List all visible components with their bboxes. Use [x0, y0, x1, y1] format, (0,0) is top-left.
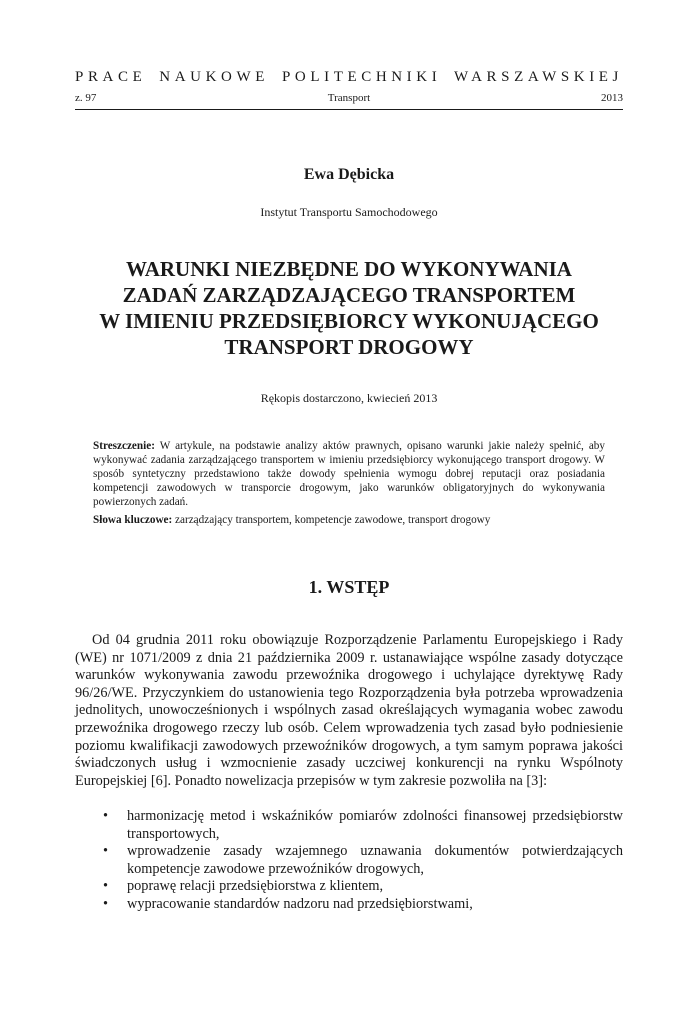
- journal-meta-row: [75, 92, 623, 110]
- list-item-text: poprawę relacji przedsiębiorstwa z klientem,: [127, 878, 384, 895]
- abstract-text: W artykule, na podstawie analizy aktów prawnych, opisano warunki jakie należy spełnić, aby wykonywać zadania zarządzającego transportem w imieniu przedsiębiorcy wykonującego transport drogowy. W sposób syntetyczny przedstawiono także dowody spełnienia wymogu dobrej reputacji oraz posiadania kompetencji zawodowych w transporcie drogowym, jako warunków obligatoryjnych do wykonywania powierzonych zadań.: [93, 440, 605, 508]
- bullet-icon: •: [103, 895, 109, 912]
- abstract-label: Streszczenie:: [93, 440, 155, 452]
- bullet-list: [75, 808, 623, 914]
- intro-paragraph: Od 04 grudnia 2011 roku obowiązuje Rozporządzenie Parlamentu Europejskiego i Rady (WE) nr 1071/2009 z dnia 21 października 2009 r. ustanawiające wspólne zasady dotyczące warunków wykonywania zawodu przewoźnika drogowego i uchylające dyrektywę Rady 96/26/WE. Przyczynkiem do ustanowienia tego Rozporządzenia była potrzeba wprowadzenia jednolitych, unowocześnionych i wspólnych zasad określających wymagania wobec zawodu przewoźnika drogowego rzeczy lub osób. Celem wprowadzenia tych zasad było podniesienie poziomu kwalifikacji zawodowych przewoźników drogowych, a tym samym poprawa jakości świadczonych usług i wzmocnienie zasady uczciwej konkurencji na rynku Wspólnoty Europejskiej [6]. Ponadto nowelizacja przepisów w tym zakresie pozwoliła na [3]:: [75, 632, 623, 789]
- manuscript-received-date: Rękopis dostarczono, kwiecień 2013: [260, 391, 438, 405]
- title-line: W IMIENIU PRZEDSIĘBIORCY WYKONUJĄCEGO: [99, 309, 599, 333]
- bullet-icon: •: [103, 808, 109, 824]
- list-item: [75, 843, 623, 878]
- title-line: TRANSPORT DROGOWY: [224, 335, 474, 359]
- journal-series-title: PRACE NAUKOWE POLITECHNIKI WARSZAWSKIEJ: [75, 69, 623, 85]
- abstract: [93, 439, 605, 509]
- author-affiliation: Instytut Transportu Samochodowego: [260, 205, 438, 219]
- paper-title: [75, 256, 623, 360]
- list-item: [75, 878, 623, 896]
- list-item-text: wypracowanie standardów nadzoru nad przedsiębiorstwami,: [127, 895, 473, 912]
- author-name: Ewa Dębicka: [303, 166, 395, 183]
- section-heading: 1. WSTĘP: [308, 577, 390, 597]
- publication-year: 2013: [601, 92, 623, 104]
- title-line: WARUNKI NIEZBĘDNE DO WYKONYWANIA: [126, 257, 572, 281]
- keywords-text: zarządzający transportem, kompetencje zawodowe, transport drogowy: [172, 514, 491, 526]
- keywords-label: Słowa kluczowe:: [93, 514, 173, 526]
- list-item-text: harmonizację metod i wskaźników pomiarów zdolności finansowej przedsiębiorstw transportowych,: [127, 808, 623, 842]
- title-line: ZADAŃ ZARZĄDZAJĄCEGO TRANSPORTEM: [122, 283, 576, 307]
- list-item: [75, 896, 623, 914]
- volume-number: z. 97: [75, 92, 97, 104]
- journal-section: Transport: [327, 92, 371, 104]
- bullet-icon: •: [103, 843, 109, 860]
- keywords: [93, 513, 605, 527]
- list-item-text: wprowadzenie zasady wzajemnego uznawania dokumentów potwierdzających kompetencje zawodowe przewoźników drogowych,: [127, 843, 623, 877]
- list-item: [75, 808, 623, 843]
- bullet-icon: •: [103, 878, 109, 895]
